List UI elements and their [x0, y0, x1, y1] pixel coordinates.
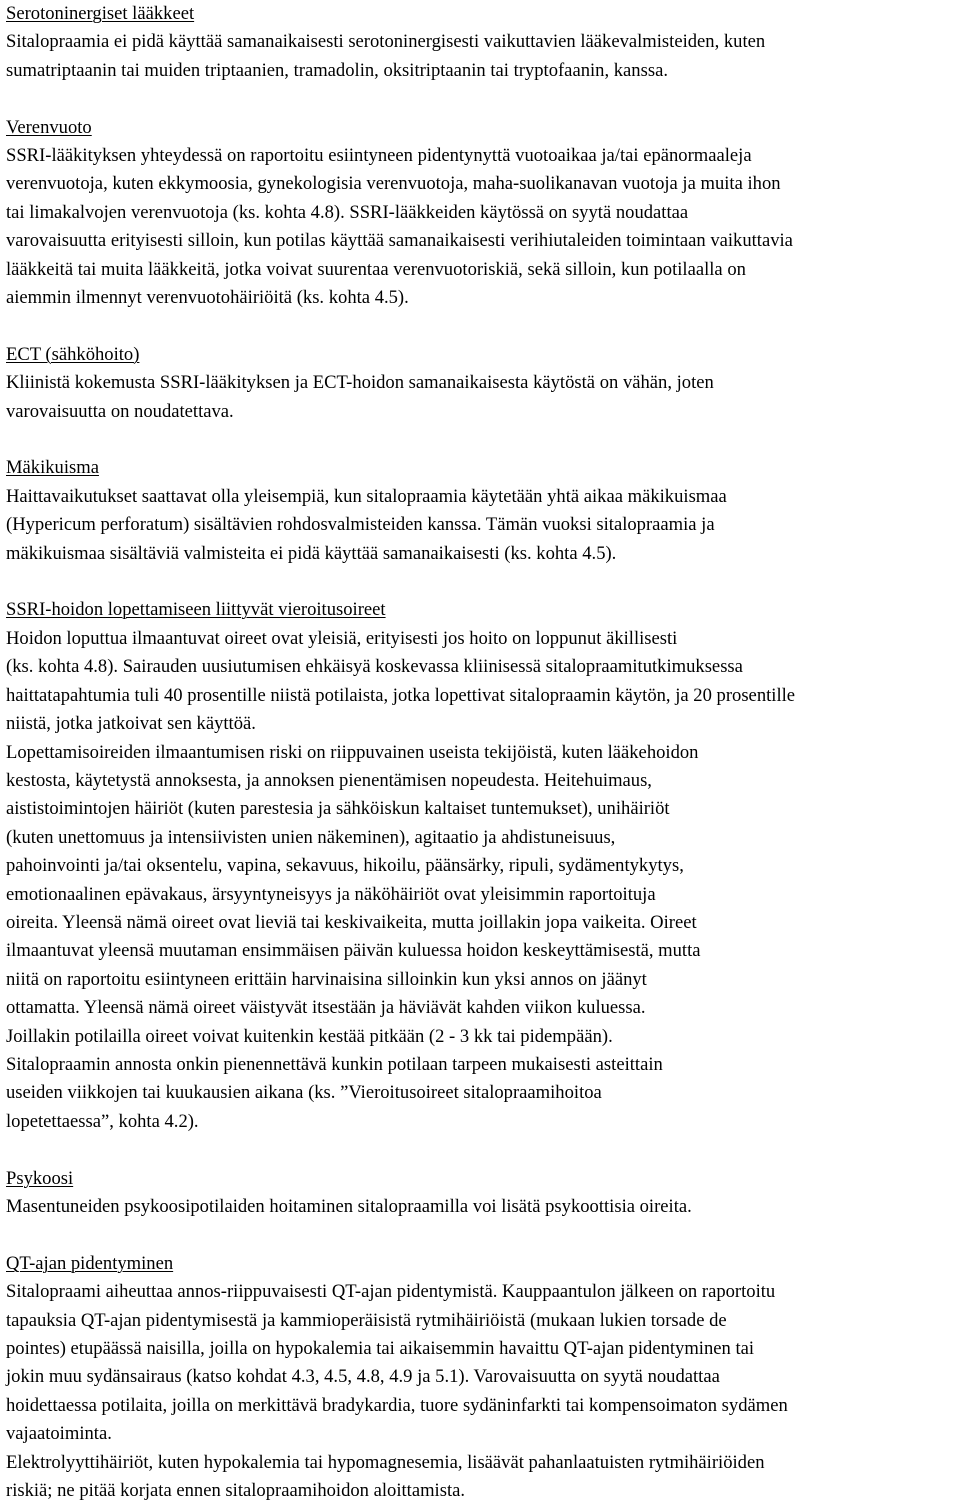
paragraph-gap [6, 1136, 958, 1164]
document-body [6, 0, 958, 1505]
text-line: Joillakin potilailla oireet voivat kuitenkin kestää pitkään (2 - 3 kk tai pidempään). [6, 1025, 613, 1047]
section-bleeding [6, 114, 958, 313]
text-line: vajaatoiminta. [6, 1423, 112, 1445]
text-line: Sitalopraami aiheuttaa annos-riippuvaisesti QT-ajan pidentymistä. Kauppaantulon jälkeen on raportoitu [6, 1281, 776, 1303]
text-line: Hoidon loputtua ilmaantuvat oireet ovat yleisiä, erityisesti jos hoito on loppunut äkillisesti [6, 627, 678, 649]
section-heading: Psykoosi [6, 1167, 74, 1189]
text-line: sumatriptaanin tai muiden triptaanien, tramadolin, oksitriptaanin tai tryptofaanin, kanssa. [6, 59, 668, 81]
paragraph-gap [6, 1221, 958, 1249]
section-qt-prolongation [6, 1250, 958, 1506]
text-line: aiemmin ilmennyt verenvuotohäiriöitä (ks. kohta 4.5). [6, 287, 409, 309]
section-heading: QT-ajan pidentyminen [6, 1252, 174, 1274]
text-line: Sitalopraamin annosta onkin pienennettävä kunkin potilaan tarpeen mukaisesti asteittain [6, 1053, 663, 1075]
text-line: lääkkeitä tai muita lääkkeitä, jotka voivat suurentaa verenvuotoriskiä, sekä silloin, kun potilaalla on [6, 258, 746, 280]
text-line: ottamatta. Yleensä nämä oireet väistyvät itsestään ja häviävät kahden viikon kuluessa. [6, 997, 646, 1019]
text-line: ilmaantuvat yleensä muutaman ensimmäisen päivän kuluessa hoidon keskeyttämisestä, mutta [6, 940, 701, 962]
section-st-johns-wort [6, 454, 958, 568]
paragraph-gap [6, 426, 958, 454]
text-line: (Hypericum perforatum) sisältävien rohdosvalmisteiden kanssa. Tämän vuoksi sitalopraamia ja [6, 514, 715, 536]
section-heading: Serotoninergiset lääkkeet [6, 3, 195, 24]
text-line: varovaisuutta erityisesti silloin, kun potilas käyttää samanaikaisesti verihiutaleiden toimintaan vaikuttavia [6, 230, 793, 252]
text-line: niitä on raportoitu esiintyneen erittäin harvinaisina silloinkin kun yksi annos on jäänyt [6, 968, 647, 990]
paragraph-gap [6, 85, 958, 113]
text-line: Elektrolyyttihäiriöt, kuten hypokalemia tai hypomagnesemia, lisäävät pahanlaatuisten rytmihäiriöiden [6, 1451, 765, 1473]
text-line: aististoimintojen häiriöt (kuten parestesia ja sähköiskun kaltaiset tuntemukset), unihäiriöt [6, 798, 670, 820]
paragraph-gap [6, 568, 958, 596]
text-line: varovaisuutta on noudatettava. [6, 400, 234, 422]
text-line: jokin muu sydänsairaus (katso kohdat 4.3, 4.5, 4.8, 4.9 ja 5.1). Varovaisuutta on syytä noudattaa [6, 1366, 720, 1388]
text-line: lopetettaessa”, kohta 4.2). [6, 1110, 199, 1132]
text-line: Haittavaikutukset saattavat olla yleisempiä, kun sitalopraamia käytetään yhtä aikaa mäkikuismaa [6, 485, 727, 507]
text-line: tai limakalvojen verenvuotoja (ks. kohta 4.8). SSRI-lääkkeiden käytössä on syytä noudattaa [6, 201, 689, 223]
text-line: Masentuneiden psykoosipotilaiden hoitaminen sitalopraamilla voi lisätä psykoottisia oireita. [6, 1195, 692, 1217]
text-line: oireita. Yleensä nämä oireet ovat lieviä tai keskivaikeita, mutta joillakin jopa vaikeita. Oireet [6, 911, 697, 933]
text-line: hoidettaessa potilaita, joilla on merkittävä bradykardia, tuore sydäninfarkti tai kompensoimaton sydämen [6, 1394, 788, 1416]
section-heading: ECT (sähköhoito) [6, 343, 140, 365]
text-line: tapauksia QT-ajan pidentymisestä ja kammioperäisistä rytmihäiriöistä (mukaan lukien torsade de [6, 1309, 727, 1331]
text-line: kestosta, käytetystä annoksesta, ja annoksen pienentämisen nopeudesta. Heitehuimaus, [6, 769, 652, 791]
text-line: Sitalopraamia ei pidä käyttää samanaikaisesti serotoninergisesti vaikuttavien lääkevalmisteiden, kuten [6, 31, 766, 53]
section-heading: Verenvuoto [6, 116, 92, 138]
text-line: SSRI-lääkityksen yhteydessä on raportoitu esiintyneen pidentynyttä vuotoaikaa ja/tai epänormaaleja [6, 145, 752, 167]
text-line: emotionaalinen epävakaus, ärsyyntyneisyys ja näköhäiriöt ovat yleisimmin raportoituja [6, 883, 656, 905]
text-line: haittatapahtumia tuli 40 prosentille niistä potilaista, jotka lopettivat sitalopraamin käytön, ja 20 prosentille [6, 684, 796, 706]
text-line: pahoinvointi ja/tai oksentelu, vapina, sekavuus, hikoilu, päänsärky, ripuli, sydämentykytys, [6, 855, 684, 877]
text-line: (kuten unettomuus ja intensiivisten unien näkeminen), agitaatio ja ahdistuneisuus, [6, 826, 616, 848]
section-heading: SSRI-hoidon lopettamiseen liittyvät vieroitusoireet [6, 599, 386, 621]
section-withdrawal-symptoms [6, 596, 958, 1136]
text-line: riskiä; ne pitää korjata ennen sitalopraamihoidon aloittamista. [6, 1480, 466, 1502]
text-line: (ks. kohta 4.8). Sairauden uusiutumisen ehkäisyä koskevassa kliinisessä sitalopraamitutkimuksessa [6, 656, 743, 678]
section-ect [6, 341, 958, 426]
section-heading: Mäkikuisma [6, 457, 99, 479]
text-line: verenvuotoja, kuten ekkymoosia, gynekologisia verenvuotoja, maha-suolikanavan vuotoja ja muita ihon [6, 173, 781, 195]
section-serotoninergic-drugs [6, 0, 958, 85]
text-line: pointes) etupäässä naisilla, joilla on hypokalemia tai aikaisemmin havaittu QT-ajan pidentyminen tai [6, 1338, 755, 1359]
section-psychosis [6, 1165, 958, 1222]
text-line: useiden viikkojen tai kuukausien aikana (ks. ”Vieroitusoireet sitalopraamihoitoa [6, 1082, 602, 1104]
paragraph-gap [6, 312, 958, 340]
text-line: mäkikuismaa sisältäviä valmisteita ei pidä käyttää samanaikaisesti (ks. kohta 4.5). [6, 542, 617, 564]
text-line: Lopettamisoireiden ilmaantumisen riski on riippuvainen useista tekijöistä, kuten lääkehoidon [6, 741, 699, 763]
text-line: Kliinistä kokemusta SSRI-lääkityksen ja ECT-hoidon samanaikaisesta käytöstä on vähän, joten [6, 372, 714, 394]
text-line: niistä, jotka jatkoivat sen käyttöä. [6, 713, 256, 735]
